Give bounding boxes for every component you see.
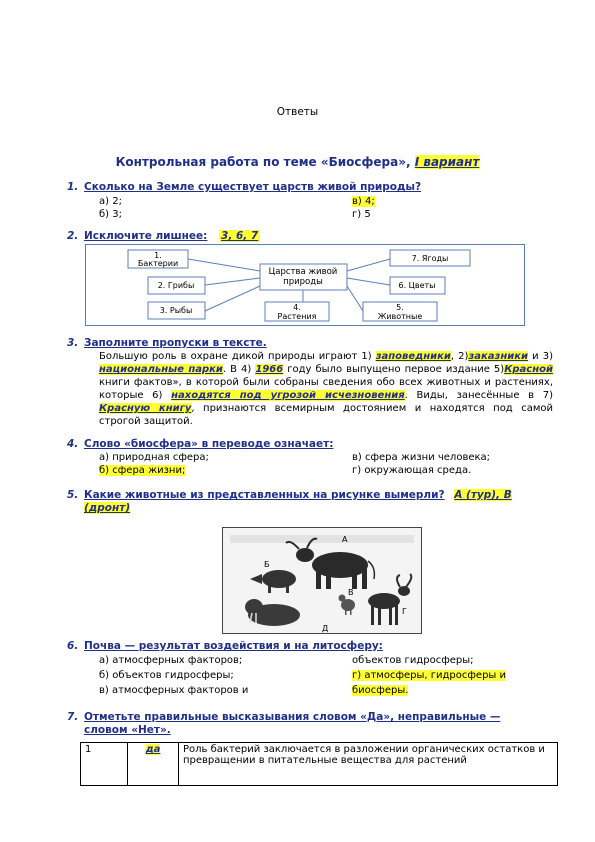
- q6-option-a: а) атмосферных факторов;: [99, 655, 243, 666]
- question-number: 4.: [67, 438, 79, 450]
- q6-option-g2: биосферы.: [352, 685, 409, 696]
- label-v: В: [348, 588, 354, 597]
- title-variant: I вариант: [414, 155, 480, 169]
- question-text: словом «Нет».: [84, 724, 171, 736]
- q3-paragraph: Большую роль в охране дикой природы играют 1) заповедники, 2)заказники и 3) национальные парки. В 4) 1966 году было выпущено первое издание 5)Красной книги фактов», в которой были собраны сведения обо всех животных и растениях, которые 6) находятся под угрозой исчезновения. Виды, занесённые в 7) Красную книгу, признаются всемирным достоянием и находятся под самой строгой защитой.: [99, 351, 554, 427]
- label-b: Б: [264, 560, 270, 569]
- diagram-box-label: 5.: [396, 303, 404, 312]
- question-text: Отметьте правильные высказывания словом «Да», неправильные —: [84, 711, 501, 723]
- kingdoms-diagram: [85, 244, 525, 326]
- q1-option-a: а) 2;: [99, 196, 122, 207]
- question-2: [67, 230, 260, 242]
- q6-option-v: объектов гидросферы;: [352, 655, 474, 666]
- q6-option-b: б) объектов гидросферы;: [99, 670, 234, 681]
- document-title: [0, 155, 595, 169]
- question-number: 1.: [67, 181, 79, 193]
- q6-option-g: г) атмосферы, гидросферы и: [352, 670, 507, 681]
- fill-in-answer: Красную книгу: [99, 403, 192, 414]
- diagram-center-line1: Царства живой: [268, 267, 338, 277]
- fill-in-answer: заповедники: [375, 351, 451, 362]
- row-answer: да: [145, 744, 161, 755]
- question-text: Сколько на Земле существует царств живой природы?: [84, 181, 422, 193]
- fill-in-answer: находятся под угрозой исчезновения: [171, 390, 405, 401]
- question-answer: (дронт): [84, 502, 131, 514]
- label-a: А: [342, 535, 348, 544]
- label-d: Д: [322, 624, 329, 633]
- diagram-box-label: 1.: [154, 251, 162, 260]
- question-4: [67, 438, 333, 450]
- diagram-box-label: 7. Ягоды: [411, 254, 449, 263]
- question-7: [67, 711, 500, 737]
- question-number: 7.: [67, 711, 79, 723]
- fill-in-answer: национальные парки: [99, 364, 223, 375]
- diagram-center-line2: природы: [283, 277, 323, 287]
- q1-option-g: г) 5: [352, 209, 371, 220]
- extinct-animals-image: [222, 527, 422, 634]
- row-number: 1: [81, 743, 128, 786]
- diagram-box-label: 4.: [293, 303, 301, 312]
- q4-option-v: в) сфера жизни человека;: [352, 452, 491, 463]
- diagram-box-label: 6. Цветы: [398, 281, 436, 290]
- question-text: Какие животные из представленных на рисунке вымерли?: [84, 489, 445, 501]
- diagram-box-label: 2. Грибы: [157, 281, 195, 290]
- fill-in-answer: Красной: [504, 364, 553, 375]
- fill-in-answer: заказники: [468, 351, 529, 362]
- table-row: [81, 743, 558, 786]
- statements-table: [80, 742, 558, 786]
- row-answer-cell: [128, 743, 179, 786]
- fill-in-answer: 1966: [255, 364, 284, 375]
- image-background: [230, 535, 414, 543]
- q1-option-v: в) 4;: [352, 196, 375, 207]
- diagram-box-label: Животные: [377, 312, 423, 321]
- question-text: Слово «биосфера» в переводе означает:: [84, 438, 334, 450]
- question-number: 6.: [67, 640, 79, 652]
- question-number: 3.: [67, 337, 79, 349]
- q6-option-v2: в) атмосферных факторов и: [99, 685, 249, 696]
- question-number: 2.: [67, 230, 79, 242]
- question-answer: 3, 6, 7: [221, 230, 259, 242]
- question-5: [67, 489, 537, 515]
- question-3: [67, 337, 267, 349]
- question-text: Заполните пропуски в тексте.: [84, 337, 267, 349]
- q4-option-g: г) окружающая среда.: [352, 465, 472, 476]
- question-number: 5.: [67, 489, 79, 501]
- title-main: Контрольная работа по теме «Биосфера»,: [115, 155, 415, 169]
- q4-option-b: б) сфера жизни;: [99, 465, 186, 476]
- label-g: Г: [402, 607, 407, 616]
- question-answer: А (тур), В: [454, 489, 512, 501]
- diagram-box-label: 3. Рыбы: [159, 306, 193, 315]
- question-text: Почва — результат воздействия и на литосферу:: [84, 640, 383, 652]
- q4-option-a: а) природная сфера;: [99, 452, 209, 463]
- page-header: Ответы: [276, 106, 319, 118]
- question-text: Исключите лишнее:: [84, 230, 208, 242]
- diagram-box-label: Растения: [277, 312, 317, 321]
- diagram-box-label: Бактерии: [137, 259, 179, 268]
- q1-option-b: б) 3;: [99, 209, 122, 220]
- question-1: [67, 181, 421, 193]
- question-6: [67, 640, 383, 652]
- row-statement: Роль бактерий заключается в разложении органических остатков и превращении в питательные вещества для растений: [179, 743, 558, 786]
